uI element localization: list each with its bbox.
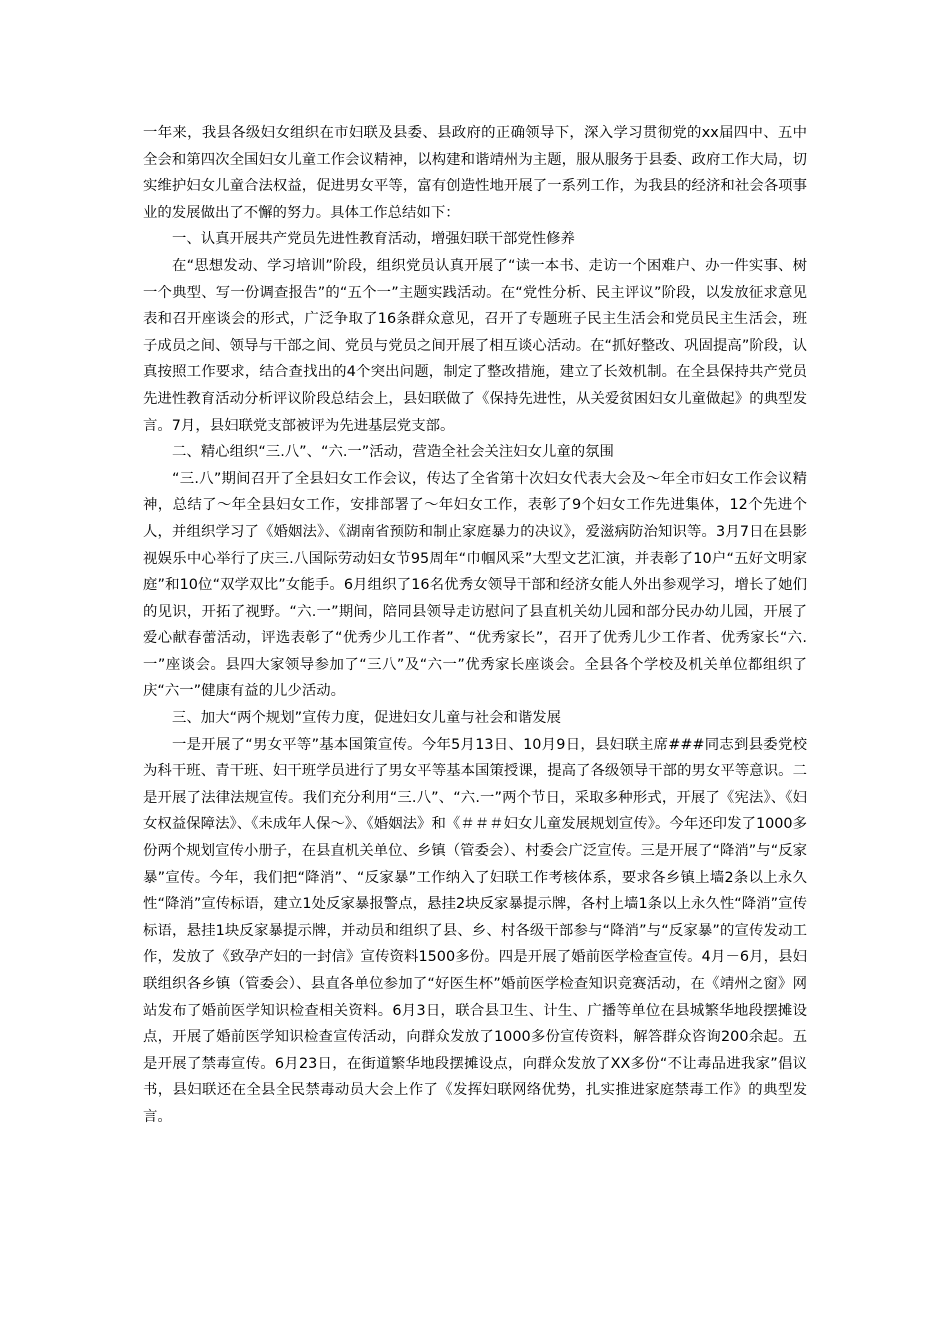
document-page	[143, 120, 807, 1131]
section-2-heading: 二、精心组织“三.八”、“六.一”活动，营造全社会关注妇女儿童的氛围	[172, 444, 614, 461]
section-3-body: 一是开展了“男女平等”基本国策宣传。今年5月13日、10月9日，县妇联主席###同志到县委党校为科干班、青干班、妇干班学员进行了男女平等基本国策授课，提高了各级领导干部的男女平等意识。二是开展了法律法规宣传。我们充分利用“三.八”、“六.一”两个节日，采取多种形式，开展了《宪法》、《妇女权益保障法》、《未成年人保～》、《婚姻法》和《＃＃＃妇女儿童发展规划宣传》。今年还印发了1000多份两个规划宣传小册子，在县直机关单位、乡镇（管委会）、村委会广泛宣传。三是开展了“降消”与“反家暴”宣传。今年，我们把“降消”、“反家暴”工作纳入了妇联工作考核体系，要求各乡镇上墙2条以上永久性“降消”宣传标语，建立1处反家暴报警点，悬挂2块反家暴提示牌，各村上墙1条以上永久性“降消”宣传标语，悬挂1块反家暴提示牌，并动员和组织了县、乡、村各级干部参与“降消”与“反家暴”的宣传发动工作，发放了《致孕产妇的一封信》宣传资料1500多份。四是开展了婚前医学检查宣传。4月－6月，县妇联组织各乡镇（管委会）、县直各单位参加了“好医生杯”婚前医学检查知识竞赛活动，在《靖州之窗》网站发布了婚前医学知识检查相关资料。6月3日，联合县卫生、计生、广播等单位在县城繁华地段摆摊设点，开展了婚前医学知识检查宣传活动，向群众发放了1000多份宣传资料，解答群众咨询200余起。五是开展了禁毒宣传。6月23日，在街道繁华地段摆摊设点，向群众发放了XX多份“不让毒品进我家”倡议书，县妇联还在全县全民禁毒动员大会上作了《发挥妇联网络优势，扎实推进家庭禁毒工作》的典型发言。	[143, 736, 807, 1125]
section-1-body: 在“思想发动、学习培训”阶段，组织党员认真开展了“读一本书、走访一个困难户、办一件实事、树一个典型、写一份调查报告”的“五个一”主题实践活动。在“党性分析、民主评议”阶段，以发放征求意见表和召开座谈会的形式，广泛争取了16条群众意见，召开了专题班子民主生活会和党员民主生活会，班子成员之间、领导与干部之间、党员与党员之间开展了相互谈心活动。在“抓好整改、巩固提高”阶段，认真按照工作要求，结合查找出的4个突出问题，制定了整改措施，建立了长效机制。在全县保持共产党员先进性教育活动分析评议阶段总结会上，县妇联做了《保持先进性，从关爱贫困妇女儿童做起》的典型发言。7月，县妇联党支部被评为先进基层党支部。	[143, 257, 807, 434]
section-3-heading: 三、加大“两个规划”宣传力度，促进妇女儿童与社会和谐发展	[172, 710, 562, 727]
section-1-heading: 一、认真开展共产党员先进性教育活动，增强妇联干部党性修养	[172, 231, 575, 248]
intro-paragraph: 一年来，我县各级妇女组织在市妇联及县委、县政府的正确领导下，深入学习贯彻党的xx届四中、五中全会和第四次全国妇女儿童工作会议精神，以构建和谐靖州为主题，服从服务于县委、政府工作大局，切实维护妇女儿童合法权益，促进男女平等，富有创造性地开展了一系列工作，为我县的经济和社会各项事业的发展做出了不懈的努力。具体工作总结如下：	[143, 125, 807, 221]
section-2-body: “三.八”期间召开了全县妇女工作会议，传达了全省第十次妇女代表大会及～年全市妇女工作会议精神，总结了～年全县妇女工作，安排部署了～年妇女工作，表彰了9个妇女工作先进集体，12个先进个人，并组织学习了《婚姻法》、《湖南省预防和制止家庭暴力的决议》，爱滋病防治知识等。3月7日在县影视娱乐中心举行了庆三.八国际劳动妇女节95周年“巾帼风采”大型文艺汇演，并表彰了10户“五好文明家庭”和10位“双学双比”女能手。6月组织了16名优秀女领导干部和经济女能人外出参观学习，增长了她们的见识，开拓了视野。“六.一”期间，陪同县领导走访慰问了县直机关幼儿园和部分民办幼儿园，开展了爱心献春蕾活动，评选表彰了“优秀少儿工作者”、“优秀家长”，召开了优秀儿少工作者、优秀家长“六.一”座谈会。县四大家领导参加了“三八”及“六一”优秀家长座谈会。全县各个学校及机关单位都组织了庆“六一”健康有益的儿少活动。	[143, 470, 807, 700]
